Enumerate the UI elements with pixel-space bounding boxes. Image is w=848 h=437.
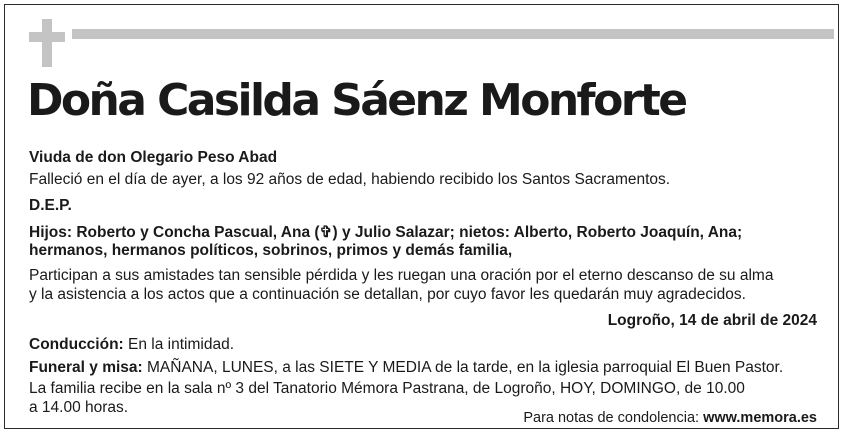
condolence-line [523, 410, 817, 426]
cross-icon [29, 19, 65, 67]
funeral-label: Funeral y misa: [29, 359, 143, 376]
condolence-link[interactable]: www.memora.es [703, 410, 817, 426]
obituary-card [4, 4, 839, 429]
family-line-2: hermanos, hermanos políticos, sobrinos, primos y demás familia, [29, 242, 513, 259]
funeral-line [29, 359, 783, 377]
conduction-label: Conducción: [29, 336, 124, 353]
dep-line: D.E.P. [29, 197, 72, 214]
conduction-line [29, 336, 234, 354]
condolence-label: Para notas de condolencia: [523, 410, 704, 426]
death-line: Falleció en el día de ayer, a los 92 años de edad, habiendo recibido los Santos Sacramentos. [29, 171, 671, 188]
funeral-value: MAÑANA, LUNES, a las SIETE Y MEDIA de la tarde, en la iglesia parroquial El Buen Pastor. [142, 359, 784, 376]
conduction-value: En la intimidad. [123, 336, 234, 353]
reception-line-2: a 14.00 horas. [29, 399, 129, 416]
reception-line-1: La familia recibe en la sala nº 3 del Tanatorio Mémora Pastrana, de Logroño, HOY, DOMINGO, de 10.00 [29, 380, 745, 397]
family-line-1: Hijos: Roberto y Concha Pascual, Ana (✞) y Julio Salazar; nietos: Alberto, Roberto Joaquín, Ana; [29, 224, 743, 241]
deceased-name: Doña Casilda Sáenz Monforte [27, 75, 686, 126]
notice-line-1: Participan a sus amistades tan sensible pérdida y les ruegan una oración por el eterno descanso de su alma [29, 267, 774, 284]
place-date: Logroño, 14 de abril de 2024 [607, 312, 817, 329]
widow-line: Viuda de don Olegario Peso Abad [29, 149, 278, 166]
notice-line-2: y la asistencia a los actos que a continuación se detallan, por cuyo favor les quedarán muy agradecidos. [29, 286, 746, 303]
header-rule [72, 29, 834, 39]
